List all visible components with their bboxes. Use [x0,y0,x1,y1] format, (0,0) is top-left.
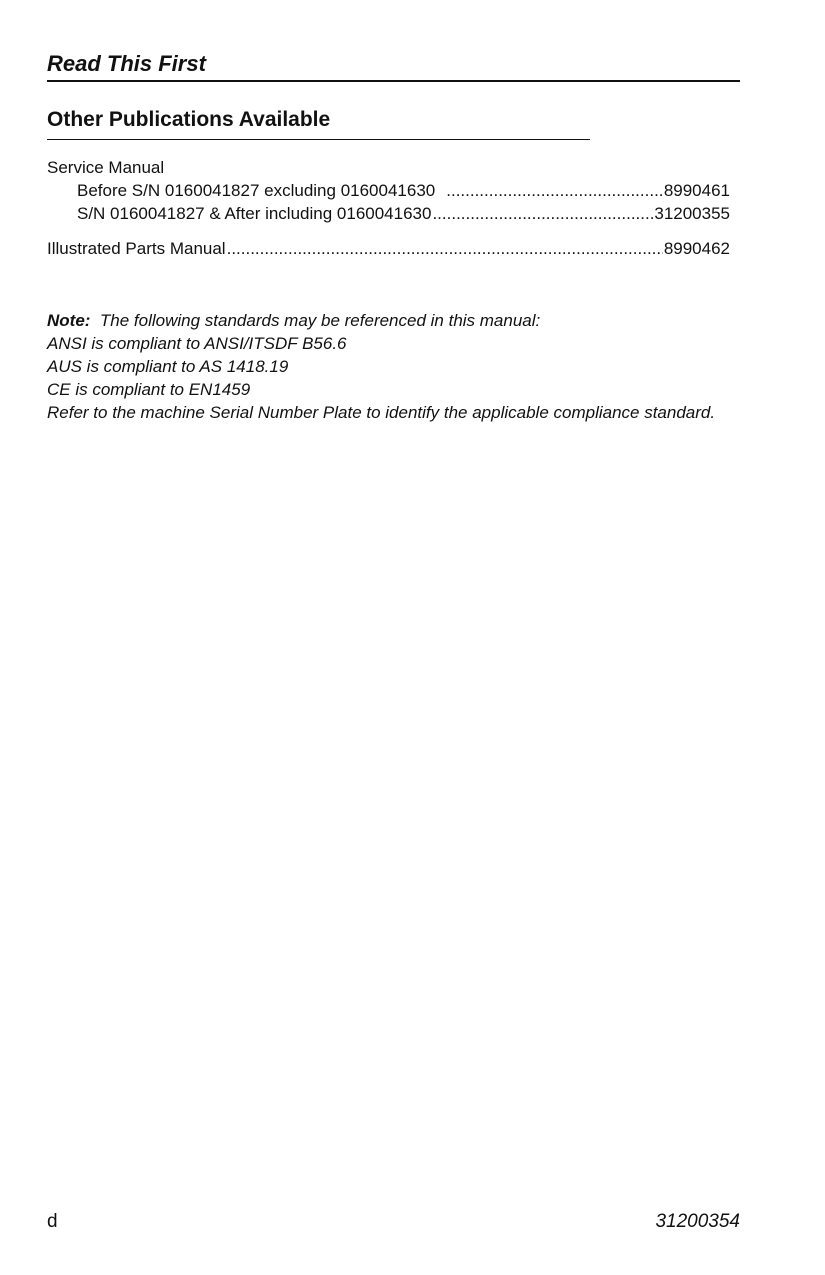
note-intro-line [47,309,747,332]
publication-entry-label: Before S/N 0160041827 excluding 0160041630 [77,181,436,200]
page-header-title: Read This First [47,51,206,76]
publication-entry-number: 8990461 [663,181,730,200]
note-prefix: Note: [47,311,91,330]
publication-entry-label: S/N 0160041827 & After including 0160041630 [77,204,432,223]
footer-page-letter: d [47,1211,58,1232]
section-title: Other Publications Available [47,108,331,131]
note-line: Refer to the machine Serial Number Plate to identify the applicable compliance standard. [47,403,716,422]
note-intro: The following standards may be referenced in this manual: [99,311,541,330]
service-manual-label: Service Manual [47,158,165,177]
dot-leader [227,237,663,260]
footer-doc-number: 31200354 [655,1211,740,1232]
publication-entry [77,179,730,202]
dot-leader [432,202,653,225]
note-line: ANSI is compliant to ANSI/ITSDF B56.6 [47,334,347,353]
parts-manual-entry [47,237,730,260]
note-line: AUS is compliant to AS 1418.19 [47,357,289,376]
section-rule [47,139,590,140]
parts-manual-number: 8990462 [663,239,730,258]
standards-note [47,309,747,424]
header-rule [47,80,740,82]
note-line: CE is compliant to EN1459 [47,380,251,399]
parts-manual-label: Illustrated Parts Manual [47,239,226,258]
publication-entry-number: 31200355 [654,204,730,223]
publication-entry [77,202,730,225]
dot-leader [446,179,663,202]
